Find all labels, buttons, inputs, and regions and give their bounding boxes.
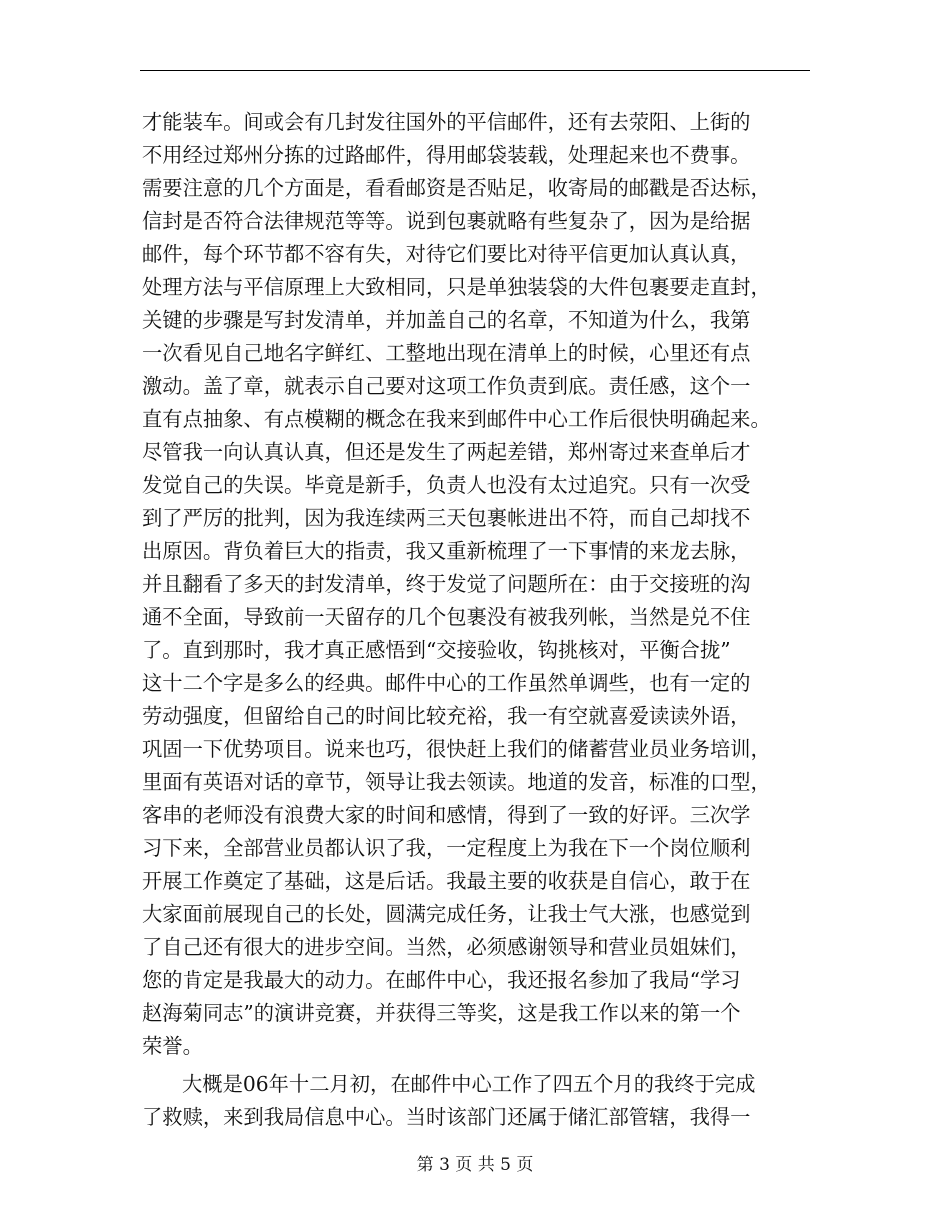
text-line: 您的肯定是我最大的动力。在邮件中心，我还报名参加了我局“学习 bbox=[142, 968, 741, 992]
text-line: 习下来，全部营业员都认识了我，一定程度上为我在下一个岗位顺利 bbox=[142, 836, 751, 860]
text-line: 大概是06年十二月初，在邮件中心工作了四五个月的我终于完成 bbox=[182, 1072, 756, 1096]
text-line: 直有点抽象、有点模糊的概念在我来到邮件中心工作后很快明确起来。 bbox=[142, 407, 771, 431]
text-line: 了救赎，来到我局信息中心。当时该部门还属于储汇部管辖，我得一 bbox=[142, 1105, 751, 1129]
text-line: 到了严厉的批判，因为我连续两三天包裹帐进出不符，而自己却找不 bbox=[142, 506, 751, 530]
text-line: 了。直到那时，我才真正感悟到“交接验收，钩挑核对，平衡合拢” bbox=[142, 638, 731, 662]
text-line: 客串的老师没有浪费大家的时间和感情，得到了一致的好评。三次学 bbox=[142, 803, 751, 827]
paragraph-1 bbox=[142, 106, 810, 1063]
text-line: 并且翻看了多天的封发清单，终于发觉了问题所在：由于交接班的沟 bbox=[142, 572, 751, 596]
text-line: 通不全面，导致前一天留存的几个包裹没有被我列帐，当然是兑不住 bbox=[142, 605, 751, 629]
text-line: 荣誉。 bbox=[142, 1034, 203, 1058]
text-line: 里面有英语对话的章节，领导让我去领读。地道的发音，标准的口型， bbox=[142, 770, 771, 794]
text-line: 劳动强度，但留给自己的时间比较充裕，我一有空就喜爱读读外语， bbox=[142, 704, 751, 728]
text-line: 出原因。背负着巨大的指责，我又重新梳理了一下事情的来龙去脉， bbox=[142, 539, 751, 563]
text-line: 激动。盖了章，就表示自己要对这项工作负责到底。责任感，这个一 bbox=[142, 374, 751, 398]
text-line: 发觉自己的失误。毕竟是新手，负责人也没有太过追究。只有一次受 bbox=[142, 473, 751, 497]
text-line: 巩固一下优势项目。说来也巧，很快赶上我们的储蓄营业员业务培训， bbox=[142, 737, 771, 761]
text-line: 不用经过郑州分拣的过路邮件，得用邮袋装载，处理起来也不费事。 bbox=[142, 143, 751, 167]
text-line: 开展工作奠定了基础，这是后话。我最主要的收获是自信心，敢于在 bbox=[142, 869, 751, 893]
page-number-footer: 第 3 页 共 5 页 bbox=[416, 1155, 534, 1175]
text-line: 处理方法与平信原理上大致相同，只是单独装袋的大件包裹要走直封， bbox=[142, 275, 771, 299]
text-line: 需要注意的几个方面是，看看邮资是否贴足，收寄局的邮戳是否达标， bbox=[142, 176, 771, 200]
text-line: 关键的步骤是写封发清单，并加盖自己的名章，不知道为什么，我第 bbox=[142, 308, 751, 332]
text-line: 大家面前展现自己的长处，圆满完成任务，让我士气大涨，也感觉到 bbox=[142, 902, 751, 926]
text-line: 这十二个字是多么的经典。邮件中心的工作虽然单调些，也有一定的 bbox=[142, 671, 751, 695]
text-line: 邮件，每个环节都不容有失，对待它们要比对待平信更加认真认真， bbox=[142, 242, 751, 266]
text-line: 赵海菊同志”的演讲竞赛，并获得三等奖，这是我工作以来的第一个 bbox=[142, 1001, 741, 1025]
text-line: 了自己还有很大的进步空间。当然，必须感谢领导和营业员姐妹们， bbox=[142, 935, 751, 959]
text-line: 一次看见自己地名字鲜红、工整地出现在清单上的时候，心里还有点 bbox=[142, 341, 751, 365]
paragraph-2 bbox=[142, 1068, 810, 1134]
text-line: 尽管我一向认真认真，但还是发生了两起差错，郑州寄过来查单后才 bbox=[142, 440, 751, 464]
text-line: 信封是否符合法律规范等等。说到包裹就略有些复杂了，因为是给据 bbox=[142, 209, 751, 233]
text-line: 才能装车。间或会有几封发往国外的平信邮件，还有去荥阳、上街的 bbox=[142, 110, 751, 134]
body-text bbox=[142, 106, 810, 1134]
header-rule bbox=[140, 70, 810, 71]
